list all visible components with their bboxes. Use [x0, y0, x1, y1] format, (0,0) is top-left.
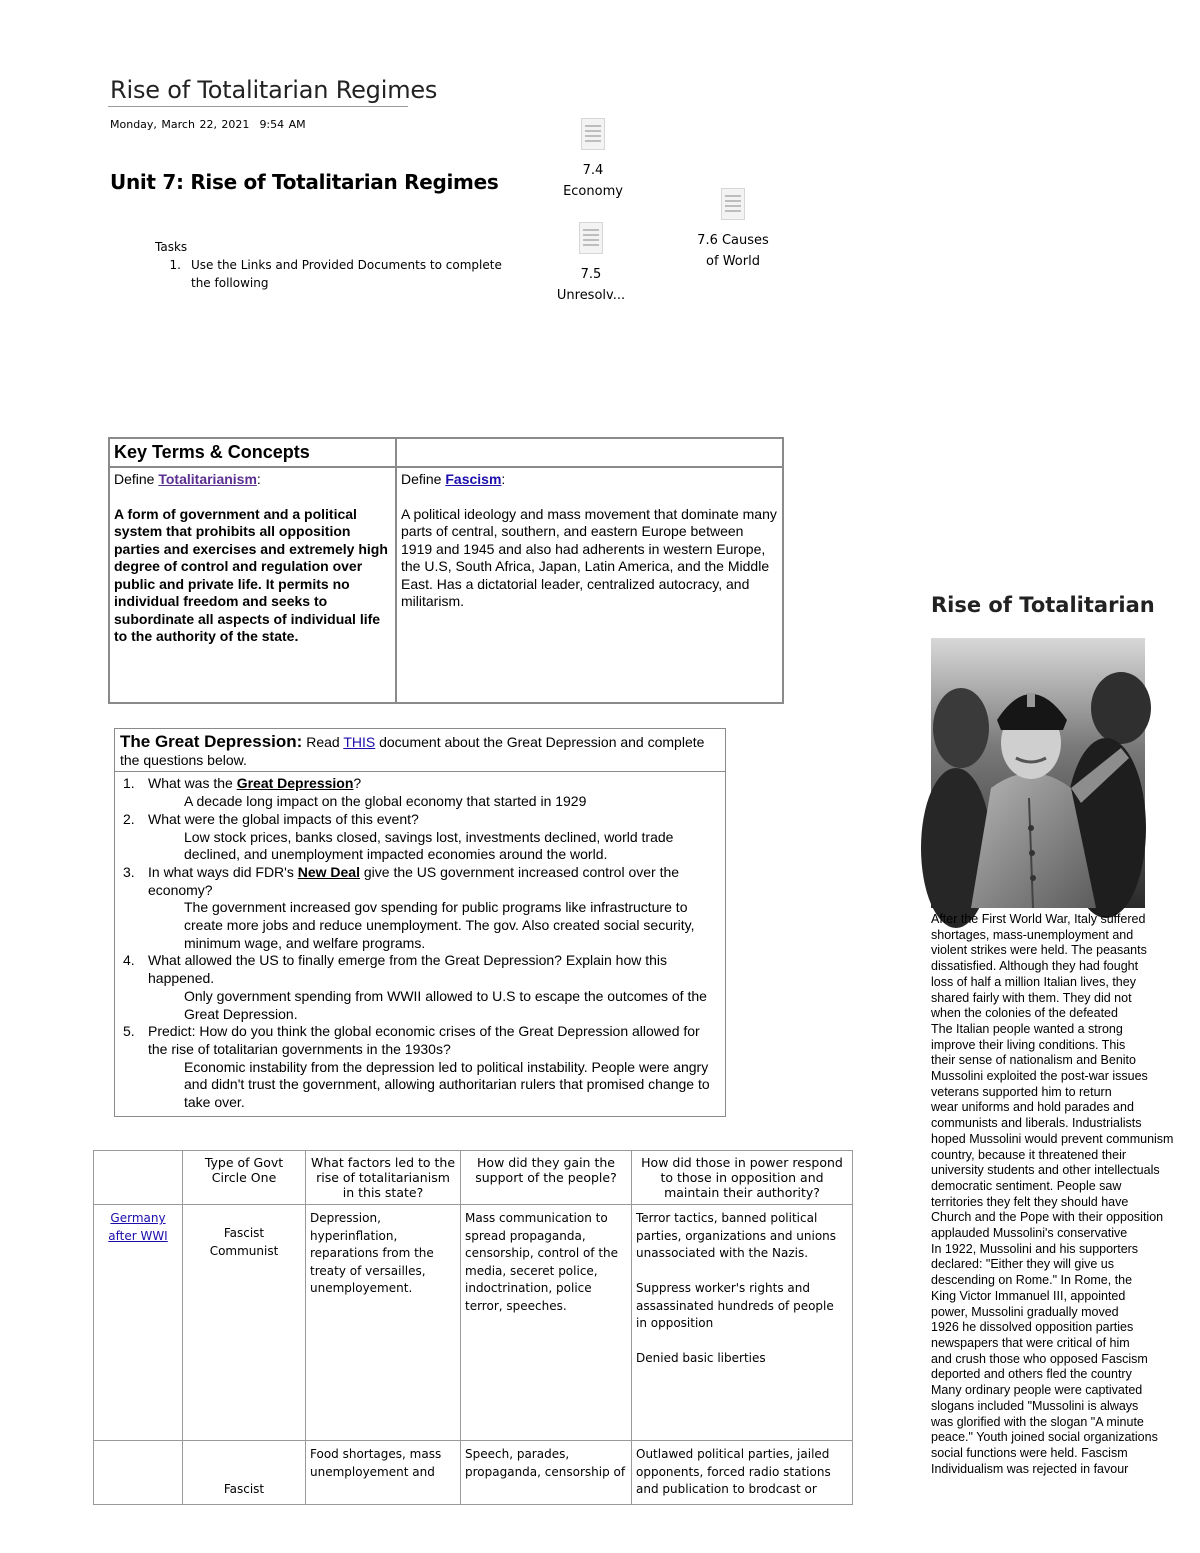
article-line: improve their living conditions. This: [931, 1037, 1126, 1052]
response-cell: Outlawed political parties, jailed opponents, forced radio stations and publication to brodcast or: [632, 1441, 853, 1505]
attachment-7-4[interactable]: [548, 118, 638, 202]
question-text: [148, 811, 419, 829]
question-text-part: ?: [353, 775, 362, 792]
article-line: declared: "Either they will give us: [931, 1257, 1114, 1272]
great-depression-heading: The Great Depression:: [120, 732, 303, 751]
govt-type-cell[interactable]: Fascist: [183, 1441, 306, 1505]
question-item: [119, 864, 721, 899]
question-text: [148, 952, 721, 987]
article-line: veterans supported him to return: [931, 1084, 1112, 1099]
article-line: shared fairly with them. They did not: [931, 990, 1132, 1005]
article-line: The Italian people wanted a strong: [931, 1021, 1123, 1036]
tasks-block: [155, 238, 505, 292]
key-terms-table: [108, 437, 784, 704]
article-line: 1926 he dissolved opposition parties: [931, 1320, 1134, 1335]
page-time: 9:54 AM: [259, 118, 306, 131]
article-line: Many ordinary people were captivated: [931, 1383, 1143, 1398]
table-header: How did they gain the support of the people?: [461, 1151, 632, 1205]
document-icon: [581, 118, 605, 150]
question-text: [148, 775, 361, 793]
answer-text[interactable]: Low stock prices, banks closed, savings lost, investments declined, world trade declined, and unemployment impacted economies around the world.: [184, 828, 674, 863]
question-text-part: give the US government increased control over the economy?: [148, 863, 680, 898]
govt-type-cell[interactable]: Fascist Communist: [183, 1205, 306, 1441]
question-text-part: What allowed the US to finally emerge from the Great Depression? Explain how this happened.: [148, 952, 668, 987]
answer-text[interactable]: A decade long impact on the global economy that started in 1929: [184, 793, 587, 810]
tasks-label: Tasks: [155, 240, 188, 254]
attachment-line1: 7.4: [582, 163, 604, 178]
totalitarianism-link[interactable]: Totalitarianism: [158, 471, 257, 487]
question-item: [119, 952, 721, 987]
mussolini-photo-image: [931, 638, 1145, 908]
article-line: shortages, mass-unemployment and: [931, 927, 1134, 942]
article-line: slogans included "Mussolini is always: [931, 1398, 1139, 1413]
key-terms-heading-empty: [396, 438, 783, 467]
key-terms-heading: Key Terms & Concepts: [109, 438, 396, 467]
article-line: violent strikes were held. The peasants: [931, 943, 1147, 958]
side-article-photo: [931, 638, 1145, 908]
question-number: 3.: [123, 863, 135, 880]
question-number: 1.: [123, 775, 135, 792]
intro-text: Read: [306, 734, 340, 750]
article-line: when the colonies of the defeated: [931, 1006, 1118, 1021]
article-line: loss of half a million Italian lives, they: [931, 974, 1136, 989]
question-item: [119, 1023, 721, 1058]
document-icon: [721, 188, 745, 220]
table-header: Type of Govt Circle One: [183, 1151, 306, 1205]
attachment-line2: Economy: [563, 184, 623, 199]
attachment-line2: Unresolv...: [556, 288, 626, 303]
article-line: newspapers that were critical of him: [931, 1335, 1130, 1350]
fascism-link[interactable]: Fascism: [445, 471, 502, 487]
fascism-definition: A political ideology and mass movement that dominate many parts of central, southern, and eastern Europe between 1919 and 1945 and also had adherents in western Europe, the U.S, South Africa, Japan, Latin America, and the Middle East. Has a dictatorial leader, centralized autocracy, and militarism.: [401, 505, 777, 609]
article-line: dissatisfied. Although they had fought: [931, 959, 1139, 974]
page-title: Rise of Totalitarian Regimes: [110, 76, 438, 104]
article-line: In 1922, Mussolini and his supporters: [931, 1241, 1139, 1256]
this-document-link[interactable]: THIS: [343, 734, 376, 750]
question-text: [148, 864, 721, 899]
totalitarianism-definition: A form of government and a political system that prohibits all opposition parties and exercises and extremely high degree of control and regulation over public and private life. It permits no individual freedom and seeks to subordinate all aspects of individual life to the authority of the state.: [114, 505, 388, 644]
answer-text[interactable]: Only government spending from WWII allowed to U.S to escape the outcomes of the Great Depression.: [184, 987, 707, 1022]
attachment-7-6[interactable]: [688, 188, 778, 272]
page-date: Monday, March 22, 2021: [110, 118, 250, 131]
attachment-line2: of World: [706, 254, 760, 269]
attachment-line1: 7.5: [580, 267, 602, 282]
question-text-part: In what ways did FDR's: [148, 863, 298, 880]
title-underline: [108, 106, 408, 107]
article-line: wear uniforms and hold parades and: [931, 1100, 1134, 1115]
article-line: deported and others fled the country: [931, 1367, 1132, 1382]
article-line: and crush those who opposed Fascism: [931, 1351, 1148, 1366]
support-cell: Speech, parades, propaganda, censorship of: [461, 1441, 632, 1505]
task-item: [155, 256, 505, 292]
fascism-cell: Define Fascism: A political ideology and mass movement that dominate many parts of central, southern, and eastern Europe between 1919 and 1945 and also had adherents in western Europe, the U.S, South Africa, Japan, Latin America, and the Middle East. Has a dictatorial leader, centralized autocracy, and militarism.: [396, 467, 783, 703]
article-line: King Victor Immanuel III, appointed: [931, 1288, 1126, 1303]
article-line: power, Mussolini gradually moved: [931, 1304, 1119, 1319]
task-number: 1.: [169, 258, 181, 272]
unit-heading: Unit 7: Rise of Totalitarian Regimes: [110, 170, 499, 194]
table-header: What factors led to the rise of totalitarianism in this state?: [306, 1151, 461, 1205]
table-header: How did those in power respond to those in opposition and maintain their authority?: [632, 1151, 853, 1205]
article-line: social functions were held. Fascism: [931, 1445, 1128, 1460]
table-row: [94, 1441, 853, 1505]
attachment-line1: 7.6 Causes: [697, 233, 769, 248]
question-text-part: What was the: [148, 775, 237, 792]
factors-cell: Food shortages, mass unemployement and: [306, 1441, 461, 1505]
question-keyword: New Deal: [297, 863, 360, 880]
article-line: country, because it threatened their: [931, 1147, 1127, 1162]
response-cell: Terror tactics, banned political parties, organizations and unions unassociated with the Nazis. Suppress worker's rights and assassinated hundreds of people in opposition Denied basic liberties: [632, 1205, 853, 1441]
article-line: territories they felt they should have: [931, 1194, 1129, 1209]
question-number: 5.: [123, 1023, 135, 1040]
question-item: [119, 775, 721, 793]
answer-text[interactable]: The government increased gov spending for public programs like infrastructure to create more jobs and reduce unemployment. The gov. Also created social security, minimum wage, and welfare programs.: [184, 899, 695, 951]
table-header: [94, 1151, 183, 1205]
side-article-text: [931, 912, 1174, 1477]
table-row: [94, 1205, 853, 1441]
support-cell: Mass communication to spread propaganda, censorship, control of the media, seceret police, indoctrination, police terror, speeches.: [461, 1205, 632, 1441]
great-depression-box: [114, 728, 726, 1117]
side-article-title: Rise of Totalitarian: [931, 593, 1155, 617]
state-cell: [94, 1441, 183, 1505]
article-line: hoped Mussolini would prevent communism: [931, 1131, 1174, 1146]
totalitarianism-cell: Define Totalitarianism: A form of government and a political system that prohibits all opposition parties and exercises and extremely high degree of control and regulation over public and private life. It permits no individual freedom and seeks to subordinate all aspects of individual life to the authority of the state.: [109, 467, 396, 703]
question-text-part: What were the global impacts of this event?: [148, 810, 419, 827]
define-label: Define: [401, 471, 442, 487]
answer-text[interactable]: Economic instability from the depression led to political instability. People were angry and didn't trust the government, allowing authoritarian rulers that promised change to take over.: [184, 1058, 710, 1111]
question-item: [119, 811, 721, 829]
intro-text: document about the Great Depression and complete the questions below.: [120, 734, 705, 768]
page-timestamp: [110, 118, 306, 131]
article-line: peace." Youth joined social organizations: [931, 1430, 1158, 1445]
article-line: After the First World War, Italy suffered: [931, 912, 1146, 926]
article-line: university students and other intellectuals: [931, 1163, 1160, 1178]
question-keyword: Great Depression: [236, 775, 354, 792]
germany-link[interactable]: Germany after WWI: [108, 1211, 168, 1243]
great-depression-header: [115, 729, 725, 772]
define-label: Define: [114, 471, 155, 487]
regimes-table: [93, 1150, 853, 1505]
article-line: Mussolini exploited the post-war issues: [931, 1069, 1148, 1084]
article-line: Church and the Pope with their opposition: [931, 1210, 1164, 1225]
question-number: 4.: [123, 952, 135, 969]
question-text-part: Predict: How do you think the global economic crises of the Great Depression allowed for the rise of totalitarian governments in the 1930s?: [148, 1023, 700, 1057]
attachment-7-5[interactable]: [546, 222, 636, 306]
task-text: Use the Links and Provided Documents to complete the following: [191, 258, 502, 290]
state-cell: [94, 1205, 183, 1441]
article-line: their sense of nationalism and Benito: [931, 1053, 1136, 1068]
article-line: democratic sentiment. People saw: [931, 1178, 1122, 1193]
article-line: communists and liberals. Industrialists: [931, 1116, 1142, 1131]
article-line: applauded Mussolini's conservative: [931, 1226, 1128, 1241]
question-text: [148, 1023, 721, 1058]
great-depression-questions: [115, 772, 725, 1115]
factors-cell: Depression, hyperinflation, reparations from the treaty of versailles, unemployement.: [306, 1205, 461, 1441]
question-number: 2.: [123, 810, 135, 827]
article-line: Individualism was rejected in favour: [931, 1461, 1129, 1476]
article-line: descending on Rome." In Rome, the: [931, 1273, 1133, 1288]
document-icon: [579, 222, 603, 254]
article-line: was glorified with the slogan "A minute: [931, 1414, 1144, 1429]
